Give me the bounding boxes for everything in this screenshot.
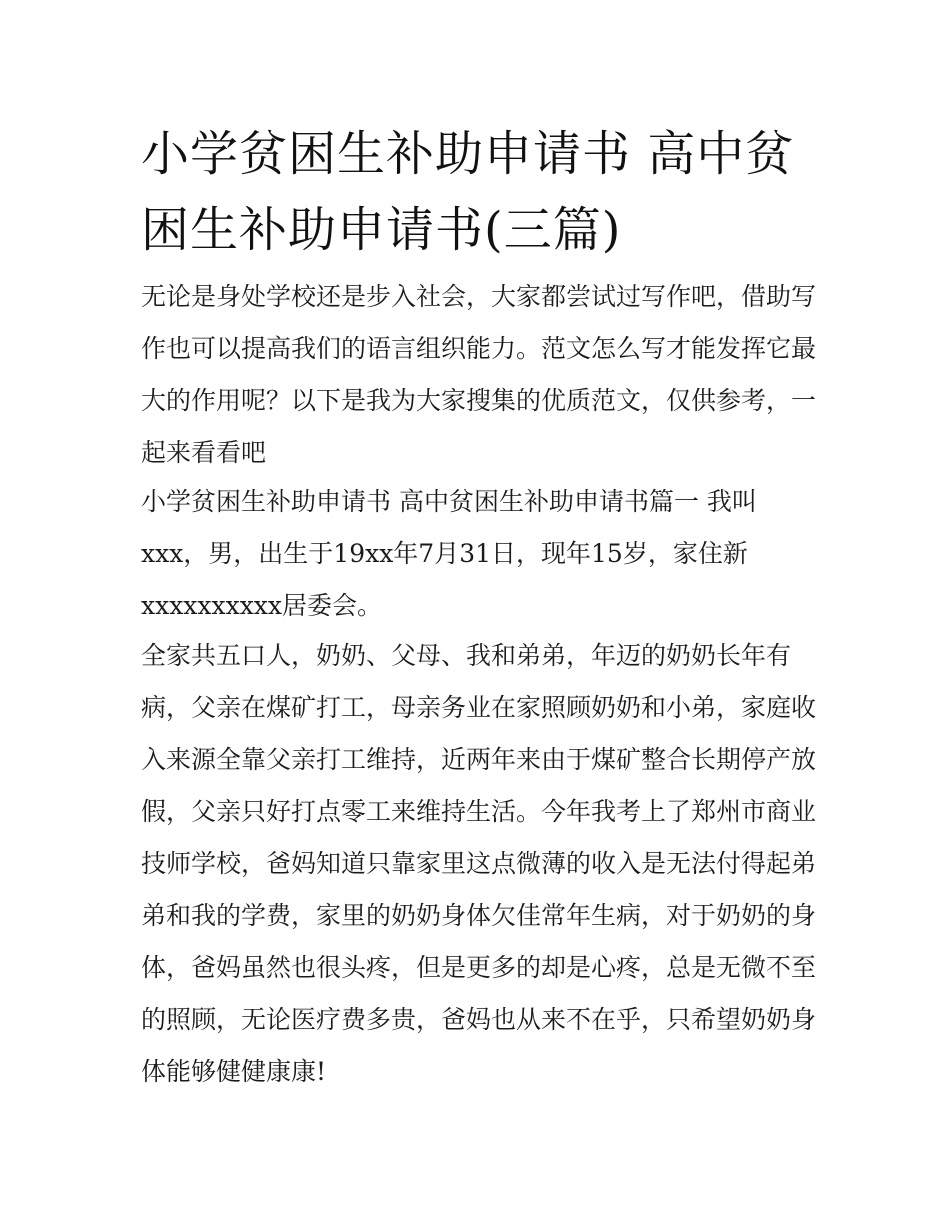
- family-line: 体能够健健康康!: [141, 1057, 327, 1086]
- intro-line: 作也可以提高我们的语言组织能力。范文怎么写才能发挥它最: [141, 334, 817, 363]
- family-line: 假，父亲只好打点零工来维持生活。今年我考上了郑州市商业: [141, 797, 817, 826]
- family-line: 病，父亲在煤矿打工，母亲务业在家照顾奶奶和小弟，家庭收: [141, 693, 817, 722]
- family-paragraph: [141, 630, 816, 1098]
- intro-line: 大的作用呢？以下是我为大家搜集的优质范文，仅供参考，一: [141, 386, 817, 415]
- family-line: 入来源全靠父亲打工维持，近两年来由于煤矿整合长期停产放: [141, 745, 817, 774]
- section-one-paragraph: [141, 476, 761, 632]
- family-line: 弟和我的学费，家里的奶奶身体欠佳常年生病，对于奶奶的身: [141, 901, 817, 930]
- document-title: [141, 116, 821, 268]
- family-line: 体，爸妈虽然也很头疼，但是更多的却是心疼，总是无微不至: [141, 953, 817, 982]
- family-line: 全家共五口人，奶奶、父母、我和弟弟，年迈的奶奶长年有: [141, 641, 792, 670]
- title-line: 困生补助申请书(三篇): [141, 202, 622, 258]
- section-line: xxxxxxxxxx居委会。: [141, 591, 382, 620]
- family-line: 的照顾，无论医疗费多贵，爸妈也从来不在乎，只希望奶奶身: [141, 1005, 817, 1034]
- intro-line: 起来看看吧: [141, 438, 267, 467]
- section-line: 小学贫困生补助申请书 高中贫困生补助申请书篇一 我叫: [141, 487, 757, 516]
- intro-line: 无论是身处学校还是步入社会，大家都尝试过写作吧，借助写: [141, 282, 817, 311]
- section-line: xxx，男，出生于19xx年7月31日，现年15岁，家住新: [141, 539, 748, 568]
- intro-paragraph: [141, 271, 816, 479]
- title-line: 小学贫困生补助申请书 高中贫: [141, 126, 795, 182]
- family-line: 技师学校，爸妈知道只靠家里这点微薄的收入是无法付得起弟: [141, 849, 817, 878]
